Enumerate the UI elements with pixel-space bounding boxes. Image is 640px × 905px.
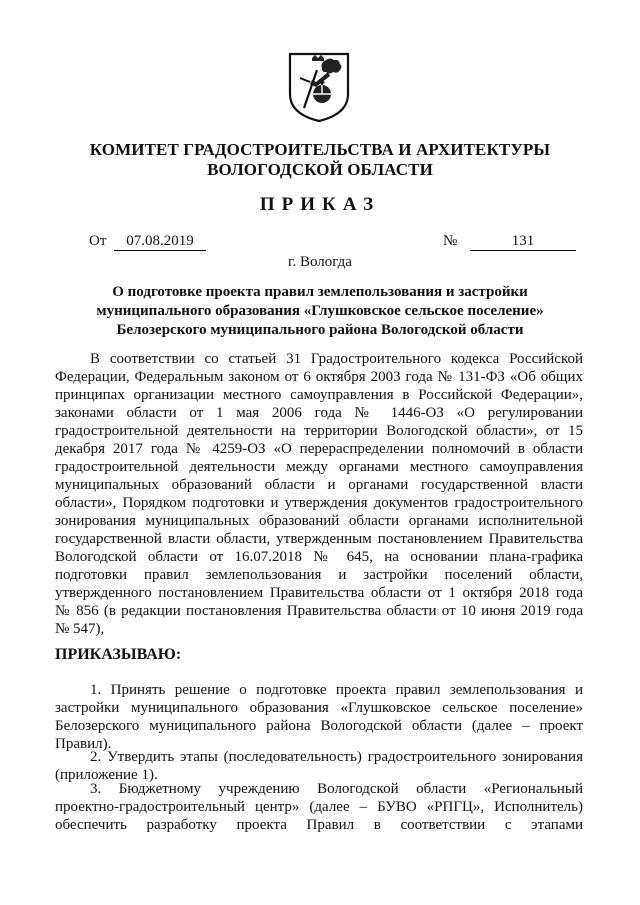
text-line: законами области от 1 мая 2006 года № 1446-ОЗ «О регулировании [55, 405, 583, 421]
text-line: 2. Утвердить этапы (последовательность) градостроительного зонирования [90, 749, 583, 765]
organization-name-line1: КОМИТЕТ ГРАДОСТРОИТЕЛЬСТВА И АРХИТЕКТУРЫ [89, 140, 551, 159]
preamble-paragraph [55, 350, 583, 638]
issue-city: г. Вологда [288, 254, 352, 270]
text-line: № 547), [55, 621, 105, 637]
text-line: Вологодской области от 16.07.2018 № 645, на основании плана-графика [55, 549, 583, 565]
text-line: декабря 2017 года № 4259-ОЗ «О перераспределении полномочий в области [55, 441, 583, 457]
number-label: № [443, 233, 458, 249]
text-line: муниципальных образований области и органами государственной власти [55, 477, 583, 493]
text-line: принципах организации местного самоуправления в Российской Федерации», [55, 387, 583, 403]
text-line: Правил). [55, 736, 112, 752]
document-date: 07.08.2019 [114, 233, 206, 251]
text-line: 3. Бюджетному учреждению Вологодской области «Региональный [90, 781, 583, 797]
order-heading: ПРИКАЗЫВАЮ: [55, 646, 182, 663]
text-line: зонирования муниципальных образований области органами исполнительной [55, 513, 583, 529]
subject-line: О подготовке проекта правил землепользования и застройки [112, 284, 528, 300]
text-line: Белозерского муниципального района Вологодской области (далее – проект [55, 718, 583, 734]
text-line: проектно-градостроительный центр» (далее – БУВО «РПГЦ», Исполнитель) [55, 799, 583, 815]
document-title: ПРИКАЗ [259, 194, 381, 215]
text-line: градостроительной деятельности на территории Вологодской области», от 15 [55, 423, 583, 439]
text-line: градостроительной деятельности между органами местного самоуправления [55, 459, 583, 475]
order-item-2 [55, 748, 583, 784]
text-line: В соответствии со статьей 31 Градостроительного кодекса Российской [90, 351, 583, 367]
order-item-3 [55, 780, 583, 834]
subject-line: Белозерского муниципального района Вологодской области [116, 322, 524, 338]
coat-of-arms-emblem [286, 50, 352, 124]
text-line: № 856 (в редакции постановления Правительства области от 10 июня 2019 года [55, 603, 583, 619]
subject-line: муниципального образования «Глушковское сельское поселение» [96, 303, 544, 319]
text-line: области», Порядком подготовки и утверждения документов градостроительного [55, 495, 583, 511]
order-item-1 [55, 681, 583, 753]
text-line: государственной власти области, утвержденным постановлением Правительства [55, 531, 583, 547]
text-line: утвержденного постановлением Правительства области от 1 октября 2018 года [55, 585, 583, 601]
organization-name-line2: ВОЛОГОДСКОЙ ОБЛАСТИ [207, 160, 433, 179]
text-line: Федерации, Федеральным законом от 6 октября 2003 года № 131-ФЗ «Об общих [55, 369, 583, 385]
text-line: застройки муниципального образования «Глушковское сельское поселение» [55, 700, 583, 716]
text-line: обеспечить разработку проекта Правил в соответствии с этапами [55, 817, 583, 833]
text-line: (приложение 1). [55, 767, 158, 783]
date-label: От [89, 233, 107, 249]
text-line: 1. Принять решение о подготовке проекта правил землепользования и [90, 682, 583, 698]
text-line: подготовки правил землепользования и застройки поселений области, [55, 567, 583, 583]
document-number: 131 [470, 233, 576, 251]
